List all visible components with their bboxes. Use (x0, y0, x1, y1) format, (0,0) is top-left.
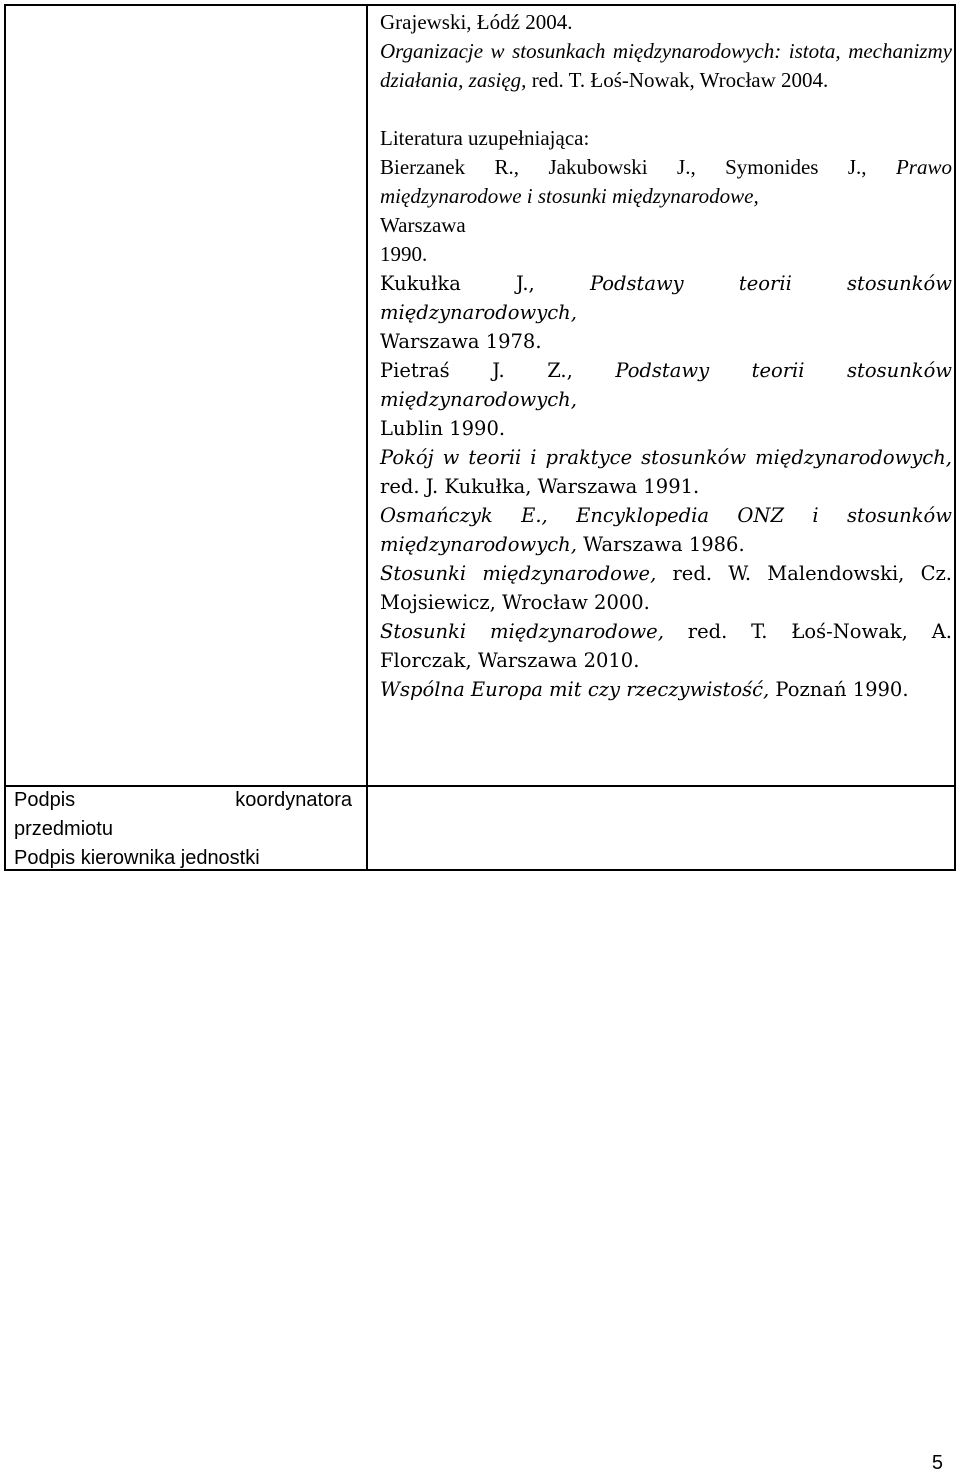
table-border-top (4, 4, 956, 6)
entry-text: Organizacje w stosunkach międzynarodowych: istota, mechanizmy działania, zasięg, (380, 39, 952, 92)
primary-literature-list (380, 8, 952, 95)
head-signature-label: Podpis kierownika jednostki (14, 847, 260, 869)
entry-text: red. J. Kukułka, Warszawa 1991. (380, 475, 700, 498)
sig-word: Podpis (14, 789, 76, 811)
entry-text: Podstawy teorii stosunków międzynarodowych, (380, 272, 952, 324)
entry-text: Poznań 1990. (769, 678, 909, 701)
entry-text: 1990. (380, 242, 428, 266)
entry-text: Bierzanek R., Jakubowski J., Symonides J., (380, 155, 896, 179)
signatures-cell (14, 786, 359, 873)
entry-text: Stosunki międzynarodowe, (380, 562, 657, 585)
entry-text: Encyklopedia ONZ i stosunków międzynarodowych, (380, 504, 952, 556)
syllabus-table (4, 4, 956, 871)
supplementary-literature-list (380, 153, 952, 704)
literature-cell (380, 8, 952, 704)
entry-text: red. W. Malendowski, Cz. Mojsiewicz, Wrocław 2000. (380, 562, 952, 614)
entry-text: Warszawa 1986. (576, 533, 745, 556)
bibliography-entry (380, 675, 952, 704)
entry-text: Podstawy teorii stosunków międzynarodowych, (380, 359, 952, 411)
sig-word: koordynatora (235, 789, 352, 811)
entry-text: Stosunki międzynarodowe, (380, 620, 664, 643)
bibliography-entry (380, 269, 952, 327)
signature-space (368, 786, 954, 869)
entry-text: Kukułka J., (380, 272, 590, 295)
entry-text: Warszawa (380, 213, 466, 237)
entry-text: Lublin 1990. (380, 417, 506, 440)
bibliography-entry (380, 617, 952, 675)
page-number: 5 (931, 1452, 943, 1474)
bibliography-entry (380, 211, 952, 240)
supplementary-heading: Literatura uzupełniająca: (380, 126, 590, 150)
bibliography-entry (380, 240, 952, 269)
table-border-left (4, 4, 6, 871)
bibliography-entry (380, 356, 952, 414)
entry-text: red. T. Łoś-Nowak, Wrocław 2004. (526, 68, 829, 92)
entry-text: Wspólna Europa mit czy rzeczywistość, (380, 678, 770, 701)
bibliography-entry (380, 559, 952, 617)
bibliography-entry (380, 153, 952, 211)
spacer (380, 95, 952, 124)
bibliography-entry (380, 327, 952, 356)
entry-text: Warszawa 1978. (380, 330, 542, 353)
bibliography-entry (380, 37, 952, 95)
table-border-right (954, 4, 956, 871)
bibliography-entry (380, 501, 952, 559)
entry-text: Grajewski, Łódź 2004. (380, 10, 573, 34)
sig-word: przedmiotu (14, 818, 113, 840)
empty-label-cell (8, 8, 368, 789)
bibliography-entry (380, 443, 952, 501)
entry-text: Osmańczyk E., (380, 504, 577, 527)
bibliography-entry (380, 414, 952, 443)
coordinator-signature-label (14, 786, 352, 815)
entry-text: Pietraś J. Z., (380, 359, 616, 382)
entry-text: Prawo międzynarodowe i stosunki międzynarodowe, (380, 155, 952, 208)
entry-text: Pokój w teorii i praktyce stosunków międzynarodowych, (380, 446, 952, 469)
bibliography-entry (380, 8, 952, 37)
entry-text: red. T. Łoś-Nowak, A. Florczak, Warszawa 2010. (380, 620, 952, 672)
